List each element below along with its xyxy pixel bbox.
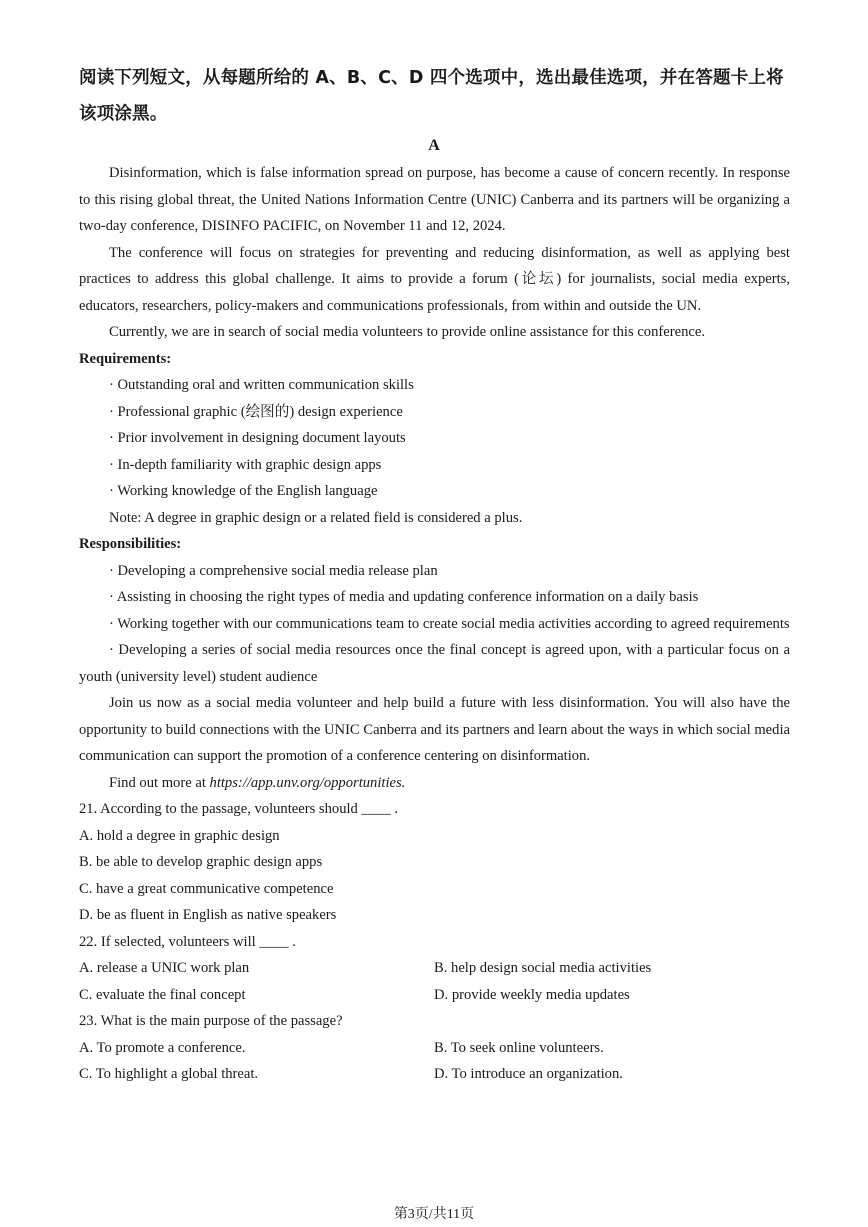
opportunities-url: https://app.unv.org/opportunities. <box>209 774 406 791</box>
requirement-item: · Working knowledge of the English language <box>109 483 378 499</box>
requirements-note: Note: A degree in graphic design or a related field is considered a plus. <box>109 509 523 526</box>
requirement-item: · Professional graphic (绘图的) design experience <box>109 403 403 420</box>
passage <box>79 160 790 1088</box>
paragraph-intro: Disinformation, which is false information spread on purpose, has become a cause of concern recently. In response to this rising global threat, the United Nations Information Centre (UNIC) Canberra and its partners will be organizing a two-day conference, DISINFO PACIFIC, on November 11 and 12, 2024. <box>79 165 790 234</box>
responsibilities-heading: Responsibilities: <box>79 536 182 552</box>
question-22-options-row <box>79 982 790 1009</box>
question-21-option-c: C. have a great communicative competence <box>79 880 334 897</box>
question-22-options-row <box>79 955 790 982</box>
question-23-options-row <box>79 1035 790 1062</box>
question-21-stem: 21. According to the passage, volunteers should ____ . <box>79 801 398 817</box>
responsibility-item: · Developing a series of social media resources once the final concept is agreed upon, with a particular focus on a youth (university level) student audience <box>79 642 790 685</box>
paragraph-closing: Join us now as a social media volunteer and help build a future with less disinformation. You will also have the opportunity to build connections with the UNIC Canberra and its partners and learn about the ways in which social media communication can support the promotion of a conference centering on disinformation. <box>79 695 790 764</box>
requirements-heading: Requirements: <box>79 350 172 367</box>
question-23-option-d: D. To introduce an organization. <box>434 1066 623 1082</box>
paragraph-focus: The conference will focus on strategies for preventing and reducing disinformation, as well as applying best practices to address this global challenge. It aims to provide a forum (论坛) for journalists, social media experts, educators, researchers, policy-makers and communications professionals, from within and outside the UN. <box>79 244 790 314</box>
responsibility-item: · Assisting in choosing the right types of media and updating conference information on a daily basis <box>109 589 699 605</box>
requirement-item: · Outstanding oral and written communication skills <box>109 377 414 393</box>
question-23-stem: 23. What is the main purpose of the passage? <box>79 1013 343 1029</box>
question-21-option-a: A. hold a degree in graphic design <box>79 827 280 844</box>
find-out-prefix: Find out more at <box>109 774 210 791</box>
requirement-item: · Prior involvement in designing document layouts <box>109 430 406 446</box>
question-21-option-b: B. be able to develop graphic design apps <box>79 854 323 870</box>
question-22-stem: 22. If selected, volunteers will ____ . <box>79 933 296 950</box>
question-23-option-c: C. To highlight a global threat. <box>79 1066 259 1082</box>
instructions: 阅读下列短文，从每题所给的 A、B、C、D 四个选项中，选出最佳选项，并在答题卡上将该项涂黑。 <box>79 68 784 124</box>
responsibility-item: · Working together with our communications team to create social media activities according to agreed requirements <box>109 615 790 632</box>
question-23-options-row <box>79 1061 790 1088</box>
section-letter: A <box>428 137 440 154</box>
question-22-option-d: D. provide weekly media updates <box>434 986 630 1003</box>
question-22-option-b: B. help design social media activities <box>434 960 652 976</box>
question-21-option-d: D. be as fluent in English as native speakers <box>79 907 337 923</box>
responsibility-item: · Developing a comprehensive social media release plan <box>109 562 438 579</box>
find-out-more <box>79 770 790 797</box>
requirement-item: · In-depth familiarity with graphic design apps <box>109 456 382 473</box>
paragraph-search: Currently, we are in search of social media volunteers to provide online assistance for this conference. <box>109 324 705 340</box>
question-23-option-b: B. To seek online volunteers. <box>434 1039 604 1056</box>
question-23-option-a: A. To promote a conference. <box>79 1039 246 1056</box>
question-22-option-a: A. release a UNIC work plan <box>79 960 250 976</box>
page-number: 第3页/共11页 <box>393 1207 475 1222</box>
question-22-option-c: C. evaluate the final concept <box>79 986 246 1003</box>
